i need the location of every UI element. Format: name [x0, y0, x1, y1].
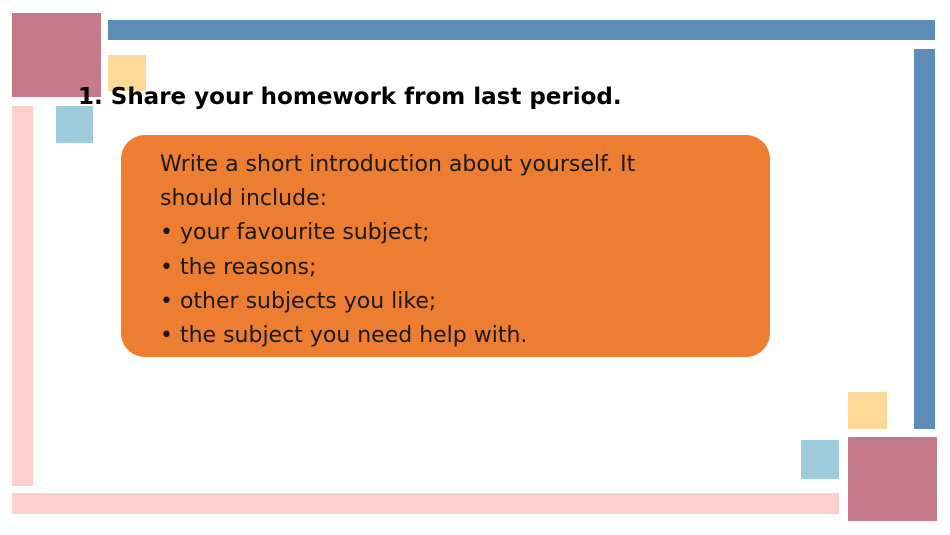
decor-bar-blue-top — [108, 20, 935, 40]
slide-heading: 1. Share your homework from last period. — [78, 84, 622, 110]
task-bullet-item: • the reasons; — [160, 254, 317, 280]
task-intro-line: Write a short introduction about yourself. It — [160, 152, 636, 177]
task-bullet-item: • your favourite subject; — [160, 220, 430, 246]
decor-square-rose-bottom-right — [848, 437, 937, 521]
decor-bar-blue-right — [914, 49, 935, 429]
homework-task-box — [121, 135, 770, 357]
task-intro-line: should include: — [160, 186, 327, 212]
decor-bar-pink-bottom — [12, 493, 839, 514]
decor-square-blue-bottom-right — [801, 440, 839, 479]
decor-square-blue-top-left — [56, 106, 93, 143]
task-bullet-item: • other subjects you like; — [160, 288, 437, 314]
task-bullet-item: • the subject you need help with. — [160, 323, 528, 349]
decor-square-yellow-bottom-right — [848, 392, 887, 429]
decor-bar-pink-left — [12, 106, 33, 486]
